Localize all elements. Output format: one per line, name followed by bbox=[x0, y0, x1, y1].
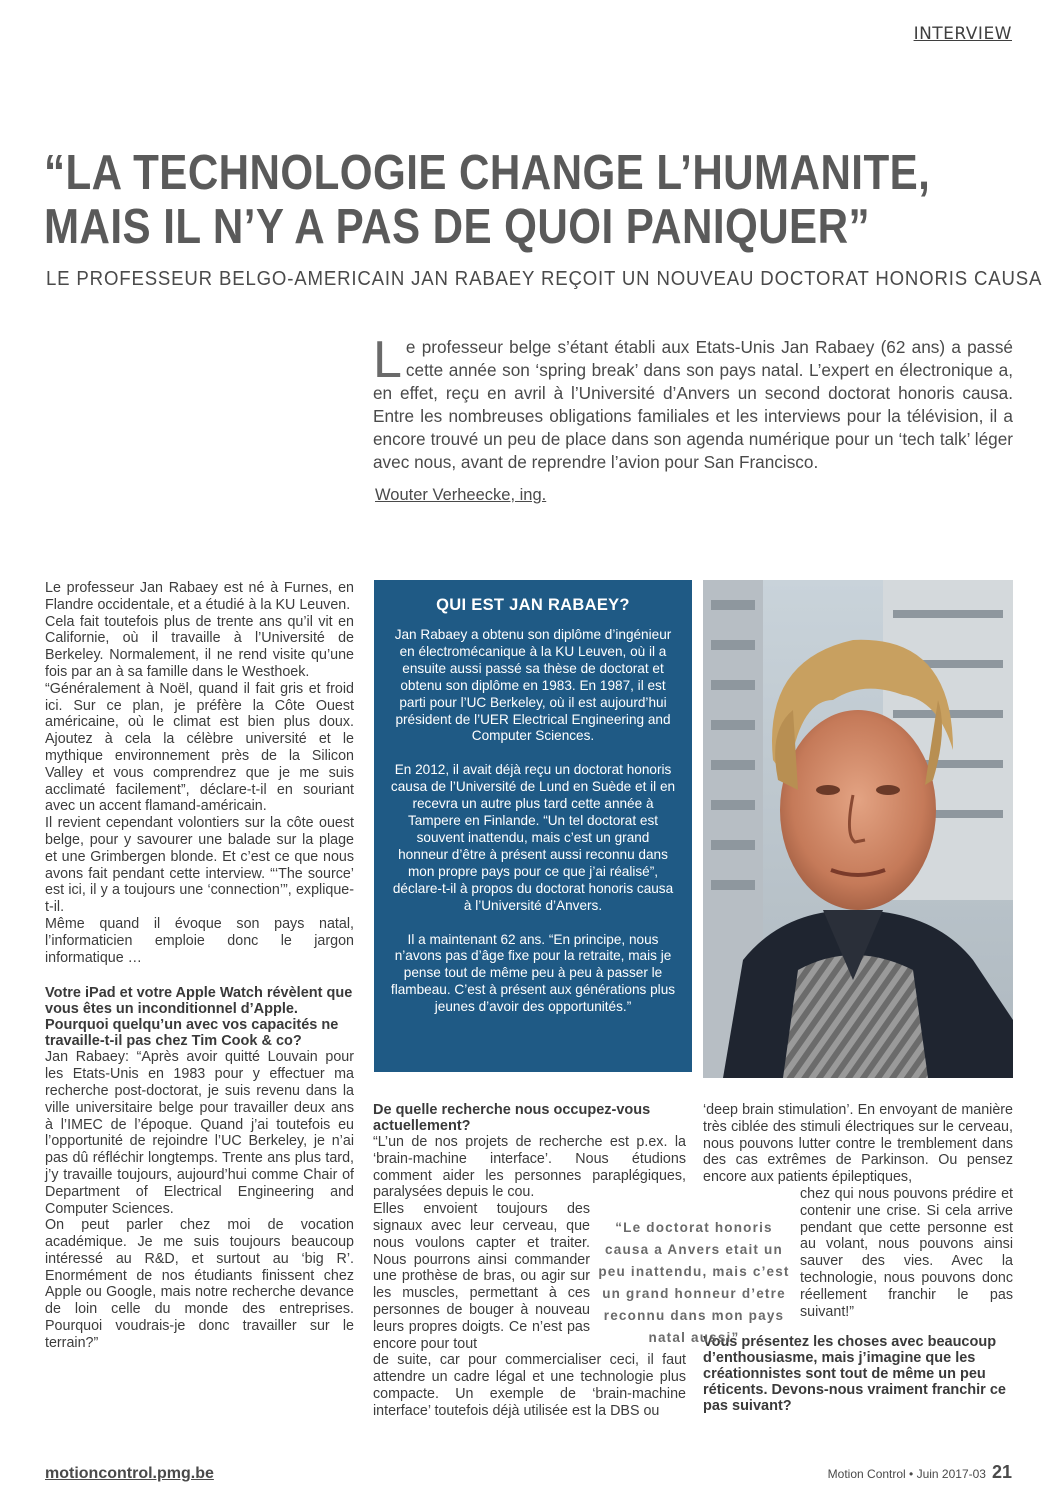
title-line-1: “LA TECHNOLOGIE CHANGE L’HUMANITE, bbox=[44, 146, 931, 200]
lead-text: e professeur belge s’étant établi aux Etats-Unis Jan Rabaey (62 ans) a passé cette année son ‘spring break’ dans son pays natal. L’expert en électronique a, en effet, reçu en avril à l’Université d’Anvers un second doctorat honoris causa. Entre les nombreuses obligations familiales et les interviews pour la télévision, il a encore trouvé un peu de place dans son agenda numérique pour un ‘tech talk’ léger avec nous, avant de reprendre l’avion pour San Francisco. bbox=[373, 337, 1013, 472]
article-lead bbox=[373, 331, 1013, 474]
paragraph: ‘deep brain stimulation’. En envoyant de manière très ciblée des stimuli électriques sur le cerveau, nous pouvons lutter contre le tremblement dans des cas extrêmes de Parkinson. Ou pensez encore aux patients épileptiques, bbox=[703, 1102, 1013, 1186]
portrait-image bbox=[703, 580, 1013, 1078]
page-number: 21 bbox=[991, 1462, 1012, 1482]
section-label: INTERVIEW bbox=[913, 24, 1012, 44]
bio-title: QUI EST JAN RABAEY? bbox=[436, 596, 630, 614]
paragraph: Elles envoient toujours des signaux avec leur cerveau, que nous voulons capter et traiter. Nous pourrons ainsi commander une prothèse de bras, ou agir sur les muscles, permettant à ces personnes de bouger à nouveau leurs propres doigts. Ce n’est pas encore pour tout bbox=[373, 1201, 590, 1352]
paragraph: chez qui nous pouvons prédire et contenir une crise. Si cela arrive pendant que cette personne est au volant, nous pouvons ainsi sauver des vies. Avec la technologie, nous pouvons donc réellement franchir le pas suivant!” bbox=[800, 1185, 1013, 1320]
footer-page-info bbox=[828, 1462, 1012, 1483]
magazine-issue: Motion Control • Juin 2017-03 bbox=[827, 1467, 986, 1481]
pull-quote: “Le doctorat honoris causa a Anvers etait un peu inattendu, mais c’est un grand honneur d’etre reconnu dans mon pays natal aussi” bbox=[598, 1220, 790, 1345]
footer-website-link[interactable]: motioncontrol.pmg.be bbox=[45, 1465, 214, 1482]
paragraph: Cela fait toutefois plus de trente ans qu’il vit en Californie, où il travaille à l’Université de Berkeley. Normalement, il ne rend visite qu’une fois par an à sa famille dans le Westhoek. bbox=[45, 613, 354, 680]
bio-paragraph: Jan Rabaey a obtenu son diplôme d’ingénieur en électromécanique à la KU Leuven, où il a ensuite aussi passé sa thèse de doctorat et obtenu son diplôme en 1983. En 1987, il est parti pour l’UC Berkeley, où il est aujourd’hui président de l’UER Electrical Engineering and Computer Sciences. bbox=[394, 627, 672, 744]
interview-question: Votre iPad et votre Apple Watch révèlent que vous êtes un inconditionnel d’Apple. Pourquoi quelqu’un avec vos capacités ne travaille-t-il pas chez Tim Cook & co? bbox=[45, 985, 353, 1050]
text-column-1 bbox=[45, 580, 354, 1352]
paragraph: de suite, car pour commercialiser ceci, il faut attendre un cadre légal et une technologie plus compacte. Un exemple de ‘brain-machine interface’ toutefois déjà utilisée est la DBS ou bbox=[373, 1352, 686, 1419]
title-line-2: MAIS IL N’Y A PAS DE QUOI PANIQUER” bbox=[44, 200, 870, 254]
interview-question: De quelle recherche nous occupez-vous actuellement? bbox=[373, 1102, 651, 1134]
paragraph: Le professeur Jan Rabaey est né à Furnes, en Flandre occidentale, et a étudié à la KU Leuven. bbox=[45, 580, 354, 613]
paragraph: “L’un de nos projets de recherche est p.ex. la ‘brain-machine interface’. Nous étudions comment aider les personnes paraplégiques, paralysées depuis le cou. bbox=[373, 1134, 686, 1201]
paragraph: On peut parler chez moi de vocation académique. Je me suis toujours beaucoup intéressé au R&D, et surtout au ‘big R’. Enormément de nos étudiants finissent chez Apple ou Google, mais notre recherche devance de loin celle du monde des entreprises. Pourquoi voudrais-je donc travailler sur le terrain?” bbox=[45, 1217, 354, 1351]
author-byline[interactable]: Wouter Verheecke, ing. bbox=[375, 486, 547, 504]
drop-cap: L bbox=[373, 331, 402, 389]
paragraph: Il revient cependant volontiers sur la côte ouest belge, pour y savourer une balade sur la plage et une Grimbergen blonde. Et c’est ce que nous avons fait pendant cette interview. “‘The source’ est ici, il y a toujours une ‘connection’”, explique-t-il. bbox=[45, 815, 354, 916]
bio-box bbox=[374, 580, 692, 1072]
article-subtitle: LE PROFESSEUR BELGO-AMERICAIN JAN RABAEY REÇOIT UN NOUVEAU DOCTORAT HONORIS CAUSA bbox=[46, 268, 1043, 290]
interview-question: Vous présentez les choses avec beaucoup d’enthousiasme, mais j’imagine que les créationnistes sont tout de même un peu réticents. Devons-nous vraiment franchir ce pas suivant? bbox=[703, 1334, 1006, 1415]
portrait-photo bbox=[703, 580, 1013, 1078]
paragraph: “Généralement à Noël, quand il fait gris et froid ici. Sur ce plan, je préfère la Côte Ouest américaine, où le climat est bien plus doux. Ajoutez à cela la célèbre université et le mythique environnement près de la Silicon Valley et vous comprendrez que je me suis acclimaté facilement”, déclare-t-il en souriant avec un accent flamand-américain. bbox=[45, 680, 354, 815]
paragraph: Jan Rabaey: “Après avoir quitté Louvain pour les Etats-Unis en 1983 pour y effectuer ma recherche post-doctorat, je suis revenu dans la ville universitaire belge pour travailler deux ans à l’IMEC de l’époque. Quand j’ai toutefois eu l’opportunité de rejoindre l’UC Berkeley, je n’ai pas dû réfléchir longtemps. Trente ans plus tard, j’y travaille toujours, aujourd’hui comme Chair of Department of Electrical Engineering and Computer Sciences. bbox=[45, 1049, 354, 1217]
article-title bbox=[44, 146, 931, 254]
paragraph: Même quand il évoque son pays natal, l’informaticien emploie donc le jargon informatique … bbox=[45, 915, 354, 966]
bio-paragraph: Il a maintenant 62 ans. “En principe, nous n’avons pas d’âge fixe pour la retraite, mais je pense tout de même peu à peu à passer le flambeau. C’est à présent aux générations plus jeunes d’avoir des opportunités.” bbox=[390, 931, 676, 1015]
bio-paragraph: En 2012, il avait déjà reçu un doctorat honoris causa de l’Université de Lund en Suède et il en recevra un autre plus tard cette année à Tampere en Finlande. “Un tel doctorat est souvent inattendu, mais c’est un grand honneur d’être à présent aussi reconnu dans mon propre pays pour ce que j’ai réalisé”, déclare-t-il à propos du doctorat honoris causa à l’Université d’Anvers. bbox=[390, 762, 676, 913]
